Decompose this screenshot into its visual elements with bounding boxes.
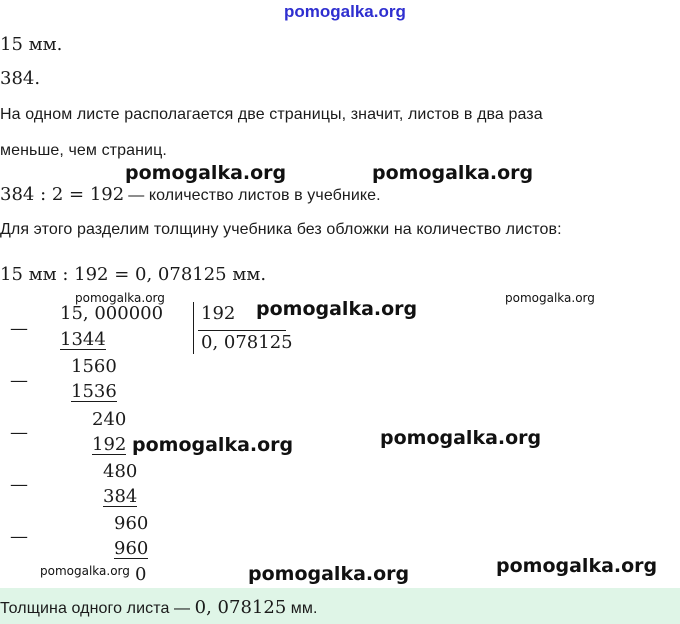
watermark: pomogalka.org: [248, 563, 410, 585]
divisor: 192: [201, 303, 236, 324]
remainder: 480: [103, 461, 138, 482]
instruction-line: Для этого разделим толщину учебника без обложки на количество листов:: [0, 221, 562, 238]
watermark: pomogalka.org: [505, 291, 595, 305]
sheets-formula: 384 : 2 = 192: [0, 184, 125, 205]
dividend: 15, 000000: [60, 303, 164, 324]
result-equation: 15 мм : 192 = 0, 078125 мм.: [0, 264, 267, 285]
subtrahend: 384: [103, 486, 138, 507]
final-remainder: 0: [135, 564, 147, 585]
watermark: pomogalka.org: [372, 162, 534, 184]
division-bar: [193, 302, 194, 354]
subtrahend: 1344: [60, 329, 106, 350]
explanation-line-1: На одном листе располагается две страницы, значит, листов в два раза: [0, 106, 543, 123]
minus-sign: —: [10, 422, 28, 443]
minus-sign: —: [10, 370, 28, 391]
line-thickness: 15 мм.: [0, 34, 63, 55]
minus-sign: —: [10, 526, 28, 547]
minus-sign: —: [10, 474, 28, 495]
watermark: pomogalka.org: [40, 564, 130, 578]
remainder: 1560: [71, 356, 117, 377]
explanation-line-2: меньше, чем страниц.: [0, 142, 167, 159]
sheets-equation: [0, 184, 381, 205]
subtrahend: 1536: [71, 381, 117, 402]
subtrahend: 960: [114, 538, 149, 559]
quotient-line: [198, 330, 286, 331]
watermark: pomogalka.org: [132, 434, 294, 456]
remainder: 240: [92, 409, 127, 430]
watermark: pomogalka.org: [256, 298, 418, 320]
answer-text: Толщина одного листа —: [0, 600, 195, 617]
answer-line: [0, 597, 318, 618]
answer-unit: мм.: [286, 600, 318, 617]
watermark: pomogalka.org: [75, 291, 165, 305]
quotient: 0, 078125: [201, 332, 293, 353]
sheets-label: — количество листов в учебнике.: [128, 187, 381, 204]
subtrahend: 192: [92, 434, 127, 455]
watermark: pomogalka.org: [125, 162, 287, 184]
watermark: pomogalka.org: [496, 555, 658, 577]
remainder: 960: [114, 513, 149, 534]
line-pages: 384.: [0, 68, 41, 89]
watermark: pomogalka.org: [380, 427, 542, 449]
watermark: pomogalka.org: [284, 2, 406, 21]
minus-sign: —: [10, 318, 28, 339]
answer-value: 0, 078125: [194, 597, 287, 618]
